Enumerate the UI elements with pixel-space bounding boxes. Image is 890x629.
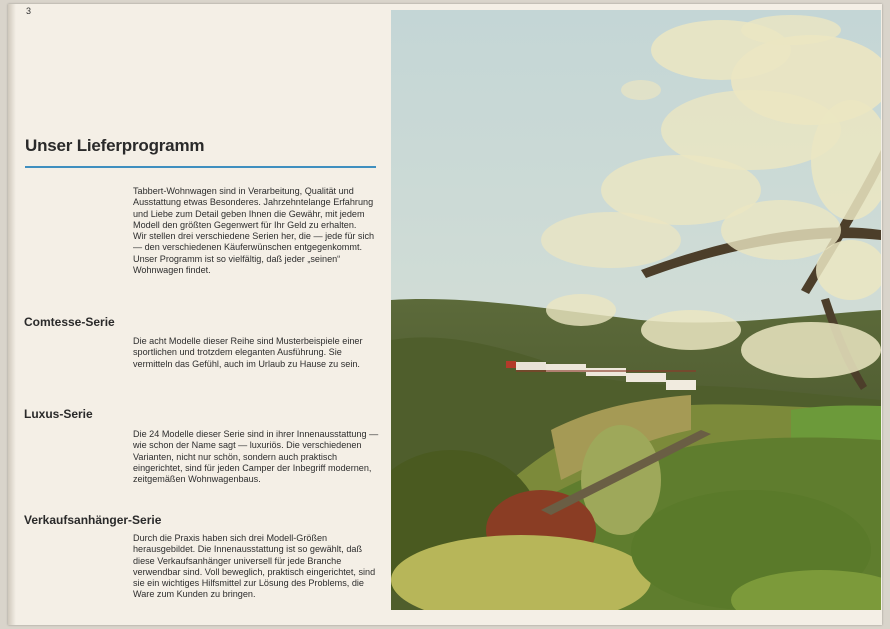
page-number: 3 bbox=[26, 6, 32, 16]
section-text-verkauf: Durch die Praxis haben sich drei Modell-Größen herausgebildet. Die Innenausstattung ist so gewählt, daß diese Verkaufsanhänger universell für jede Branche verwendbar sind. Voll beweglich, praktisch eingerichtet, sind sie ein wichtiges Hilfsmittel zur Lösung des Problems, die Ware zum Kunden zu bringen. bbox=[133, 533, 376, 600]
landscape-photo-train bbox=[391, 10, 881, 610]
section-text-luxus: Die 24 Modelle dieser Serie sind in ihrer Innenausstattung — wie schon der Name sagt — luxuriös. Die verschiedenen Varianten, nicht nur schön, sondern auch praktisch eingerichtet, sind für jeden Camper der Inbegriff modernen, zeitgemäßen Wohnwagenbaus. bbox=[133, 429, 379, 485]
intro-paragraph-2: Wir stellen drei verschiedene Serien her, die — jede für sich — den verschiedenen Käuferwünschen entgegenkommt. Unser Programm ist so vielfältig, daß jeder „seinen“ Wohnwagen findet. bbox=[133, 231, 375, 276]
intro-paragraph-1: Tabbert-Wohnwagen sind in Verarbeitung, Qualität und Ausstattung etwas Besonderes. Jahrzehntelange Erfahrung und Liebe zum Detail geben Ihnen die Gewähr, mit jedem Modell den größten Gegenwert für Ihr Geld zu erhalten. bbox=[133, 186, 374, 230]
section-title-luxus: Luxus-Serie bbox=[24, 407, 93, 421]
page-fold-shadow bbox=[8, 4, 16, 625]
page-title: Unser Lieferprogramm bbox=[25, 136, 205, 155]
section-text-comtesse: Die acht Modelle dieser Reihe sind Musterbeispiele einer sportlichen und trotzdem eleganten Ausführung. Sie vermitteln das Gefühl, auch im Urlaub zu Hause zu sein. bbox=[133, 336, 363, 369]
section-title-comtesse: Comtesse-Serie bbox=[24, 315, 115, 329]
section-title-verkauf: Verkaufsanhänger-Serie bbox=[24, 513, 162, 527]
title-underline bbox=[25, 166, 376, 168]
intro-text bbox=[133, 186, 383, 276]
